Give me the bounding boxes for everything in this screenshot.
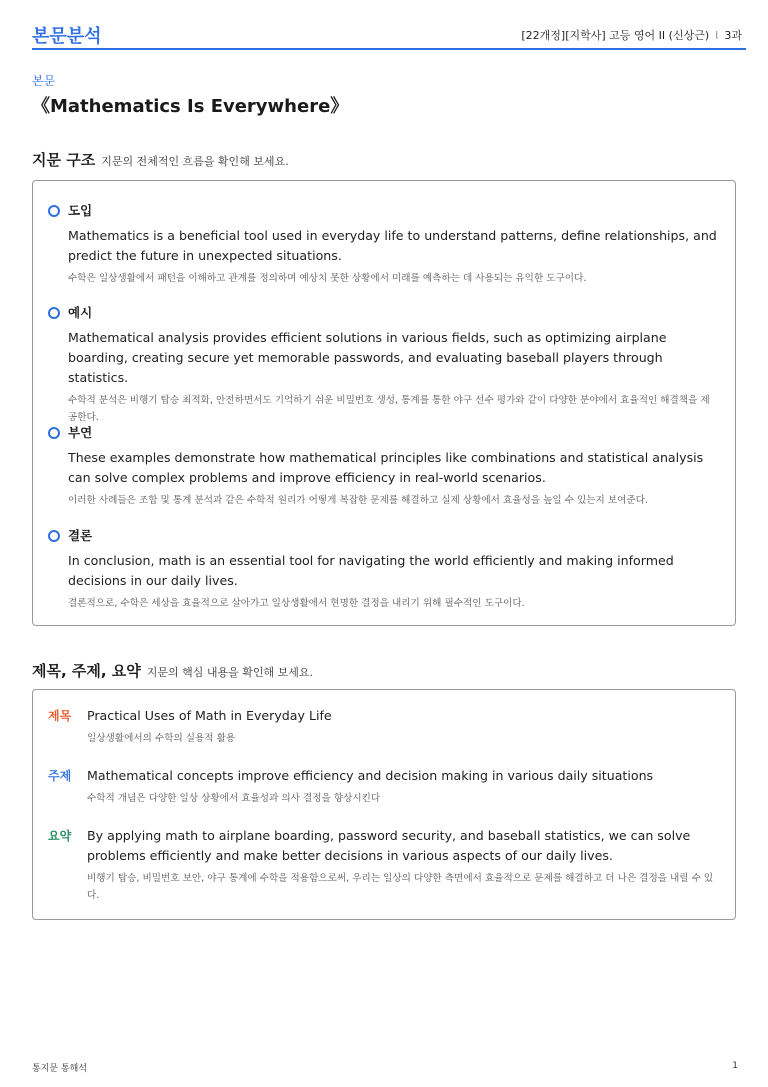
page-number: 1 [732, 1061, 738, 1071]
summary-box [32, 689, 736, 920]
breadcrumb-separator: I [715, 29, 719, 42]
brand-title: 본문분석 [32, 26, 102, 47]
structure-heading [32, 149, 289, 170]
page-header [32, 18, 746, 50]
structure-item-label: 예시 [68, 305, 93, 320]
summary-abstract-korean: 비행기 탑승, 비밀번호 보안, 야구 통계에 수학을 적용함으로써, 우리는 일상의 다양한 측면에서 효율적으로 문제를 해결하고 더 나은 결정을 내릴 수 있다. [87, 873, 714, 901]
structure-subheading: 지문의 전체적인 흐름을 확인해 보세요. [101, 155, 289, 168]
structure-item-label: 결론 [68, 528, 93, 543]
summary-topic-korean: 수학적 개념은 다양한 일상 상황에서 효율성과 의사 결정을 향상시킨다 [87, 793, 381, 804]
breadcrumb-lesson: 3과 [724, 29, 742, 42]
structure-item-english: In conclusion, math is an essential tool for navigating the world efficiently and making informed decisions in our daily lives. [68, 553, 674, 588]
summary-subheading: 지문의 핵심 내용을 확인해 보세요. [146, 666, 314, 679]
structure-item-korean: 결론적으로, 수학은 세상을 효율적으로 살아가고 일상생활에서 현명한 결정을 내리기 위해 필수적인 도구이다. [68, 598, 525, 609]
doc-title: 《Mathematics Is Everywhere》 [32, 96, 349, 117]
breadcrumb-textbook: [22개정][지학사] 고등 영어 II (신상근) [521, 29, 710, 42]
structure-item-korean: 수학적 분석은 비행기 탑승 최적화, 안전하면서도 기억하기 쉬운 비밀번호 생성, 통계를 통한 야구 선수 평가와 같이 다양한 분야에서 효율적인 해결책을 제공한다. [68, 395, 710, 423]
structure-item-conclusion [48, 526, 717, 612]
summary-label-abstract: 요약 [48, 829, 72, 843]
summary-heading-text: 제목, 주제, 요약 [32, 662, 141, 680]
structure-item-korean: 수학은 일상생활에서 패턴을 이해하고 관계를 정의하며 예상치 못한 상황에서 미래를 예측하는 데 사용되는 유익한 도구이다. [68, 273, 587, 284]
summary-label-title: 제목 [48, 709, 72, 723]
structure-item-intro [48, 201, 717, 287]
structure-item-example [48, 303, 717, 426]
structure-item-label: 부연 [68, 425, 93, 440]
bullet-circle-icon [48, 530, 60, 542]
structure-item-header [48, 201, 717, 221]
summary-topic-english: Mathematical concepts improve efficiency and decision making in various daily situations [87, 768, 654, 783]
summary-label-topic: 주제 [48, 769, 72, 783]
structure-item-english: Mathematics is a beneficial tool used in everyday life to understand patterns, define relationships, and predict the future in unexpected situations. [68, 228, 717, 263]
summary-abstract-english: By applying math to airplane boarding, password security, and baseball statistics, we can solve problems efficiently and make better decisions in various aspects of our daily lives. [87, 828, 691, 863]
summary-heading [32, 660, 313, 681]
doc-label: 본문 [32, 74, 56, 88]
bullet-circle-icon [48, 427, 60, 439]
structure-item-header [48, 423, 717, 443]
structure-heading-text: 지문 구조 [32, 151, 96, 169]
breadcrumb [521, 27, 742, 43]
structure-box [32, 180, 736, 626]
summary-title-english: Practical Uses of Math in Everyday Life [87, 708, 332, 723]
summary-row-abstract [48, 826, 721, 904]
structure-item-english: Mathematical analysis provides efficient solutions in various fields, such as optimizing airplane boarding, creating secure yet memorable passwords, and evaluating baseball players through statistics. [68, 330, 667, 385]
bullet-circle-icon [48, 205, 60, 217]
bullet-circle-icon [48, 307, 60, 319]
structure-item-label: 도입 [68, 203, 93, 218]
structure-item-header [48, 526, 717, 546]
structure-item-header [48, 303, 717, 323]
footer-label: 통지문 통해석 [32, 1064, 88, 1074]
structure-item-korean: 이러한 사례들은 조합 및 통계 분석과 같은 수학적 원리가 어떻게 복잡한 문제를 해결하고 실제 상황에서 효율성을 높일 수 있는지 보여준다. [68, 495, 648, 506]
structure-item-english: These examples demonstrate how mathematical principles like combinations and statistical analysis can solve complex problems and improve efficiency in real-world scenarios. [68, 450, 704, 485]
summary-title-korean: 일상생활에서의 수학의 실용적 활용 [87, 733, 236, 744]
summary-row-title [48, 706, 721, 747]
structure-item-elaboration [48, 423, 717, 509]
summary-row-topic [48, 766, 721, 807]
